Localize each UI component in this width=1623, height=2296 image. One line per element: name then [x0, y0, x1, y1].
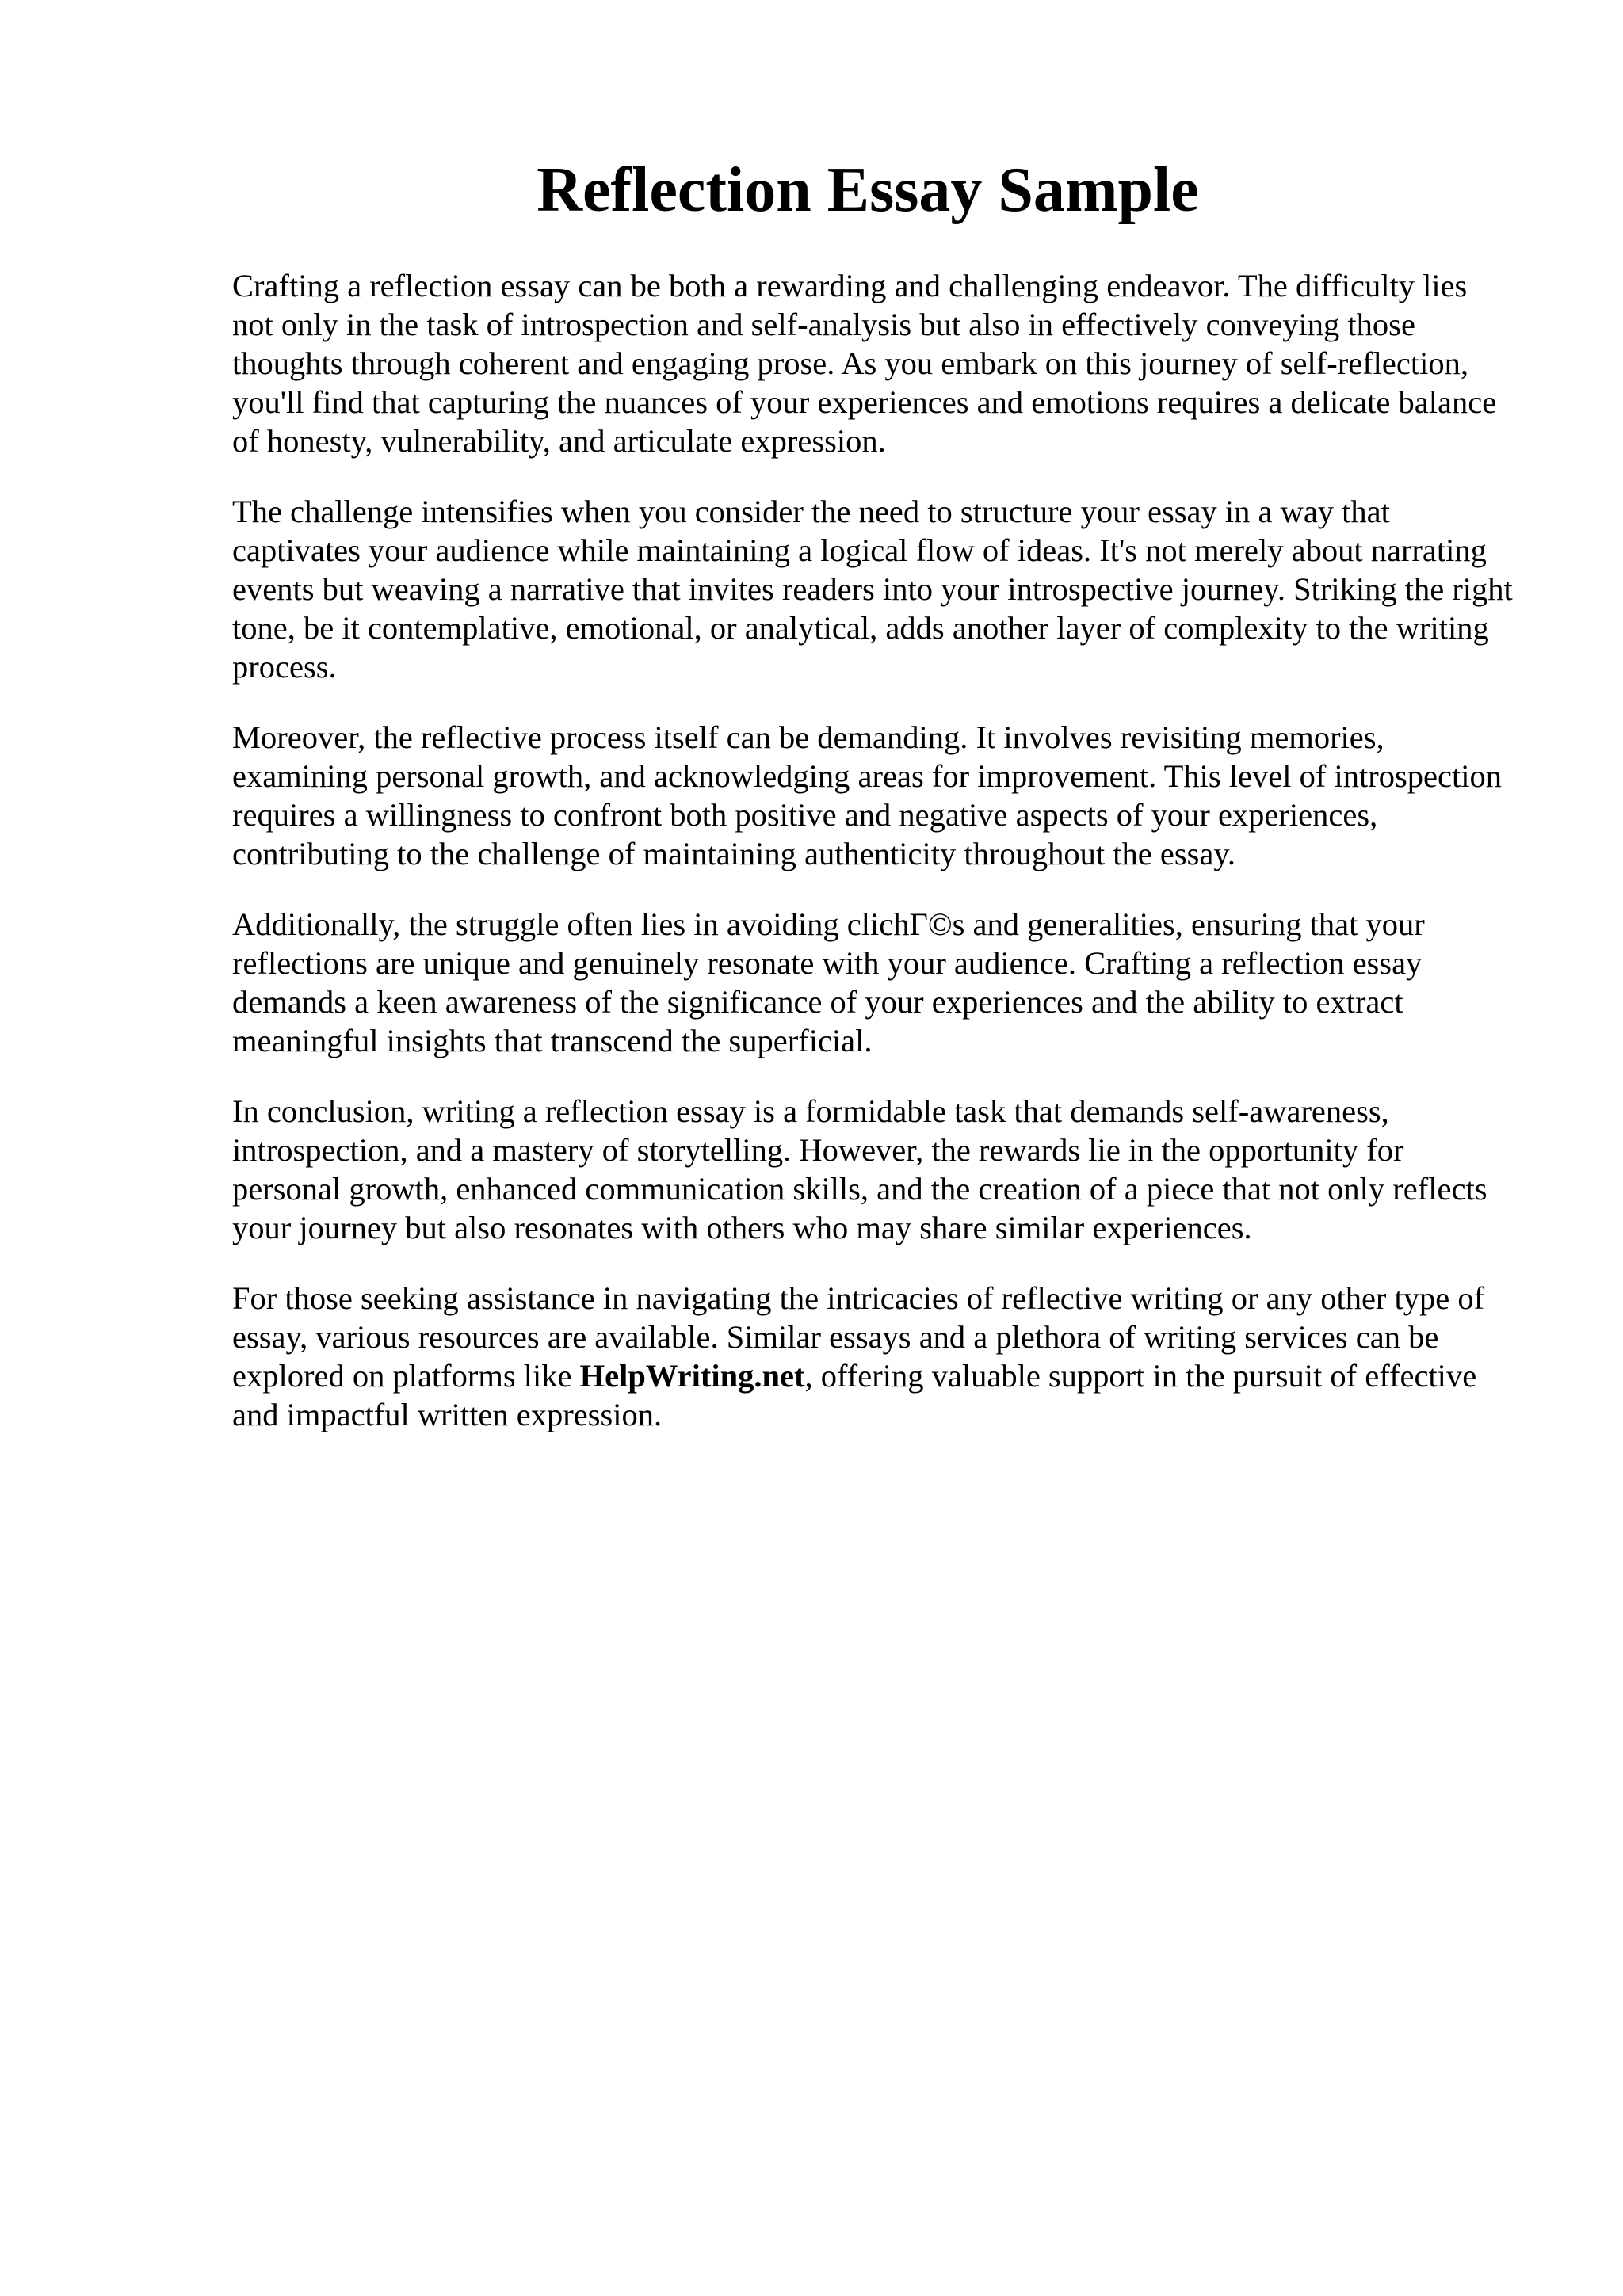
paragraph-6-outro: , offering valuable support in the pursuit of effective and impactful written expression.: [232, 1358, 1477, 1432]
essay-body: [232, 266, 1516, 1466]
paragraph-1: Crafting a reflection essay can be both a rewarding and challenging endeavor. The difficulty lies not only in the task of introspection and self-analysis but also in effectively conveying those thoughts through coherent and engaging prose. As you embark on this journey of self-reflection, you'll find that capturing the nuances of your experiences and emotions requires a delicate balance of honesty, vulnerability, and articulate expression.: [232, 268, 1497, 459]
paragraph-4: Additionally, the struggle often lies in avoiding clichГ©s and generalities, ensuring that your reflections are unique and genuinely resonate with your audience. Crafting a reflection essay demands a keen awareness of the significance of your experiences and the ability to extract meaningful insights that transcend the superficial.: [232, 906, 1425, 1058]
paragraph-6-intro: For those seeking assistance in navigating the intricacies of reflective writing or any other type of essay, various resources are available. Similar essays and a plethora of writing services can be explored on platforms like: [232, 1280, 1485, 1394]
paragraph-3: Moreover, the reflective process itself can be demanding. It involves revisiting memories, examining personal growth, and acknowledging areas for improvement. This level of introspection requires a willingness to confront both positive and negative aspects of your experiences, contributing to the challenge of maintaining authenticity throughout the essay.: [232, 719, 1502, 871]
document-title: Reflection Essay Sample: [537, 155, 1199, 225]
helpwriting-link[interactable]: HelpWriting.net: [579, 1358, 805, 1394]
paragraph-2: The challenge intensifies when you consider the need to structure your essay in a way that captivates your audience while maintaining a logical flow of ideas. It's not merely about narrating events but weaving a narrative that invites readers into your introspective journey. Striking the right tone, be it contemplative, emotional, or analytical, adds another layer of complexity to the writing process.: [232, 494, 1513, 685]
paragraph-6: [232, 1279, 1516, 1434]
paragraph-5: In conclusion, writing a reflection essay is a formidable task that demands self-awareness, introspection, and a mastery of storytelling. However, the rewards lie in the opportunity for personal growth, enhanced communication skills, and the creation of a piece that not only reflects your journey but also resonates with others who may share similar experiences.: [232, 1093, 1487, 1245]
